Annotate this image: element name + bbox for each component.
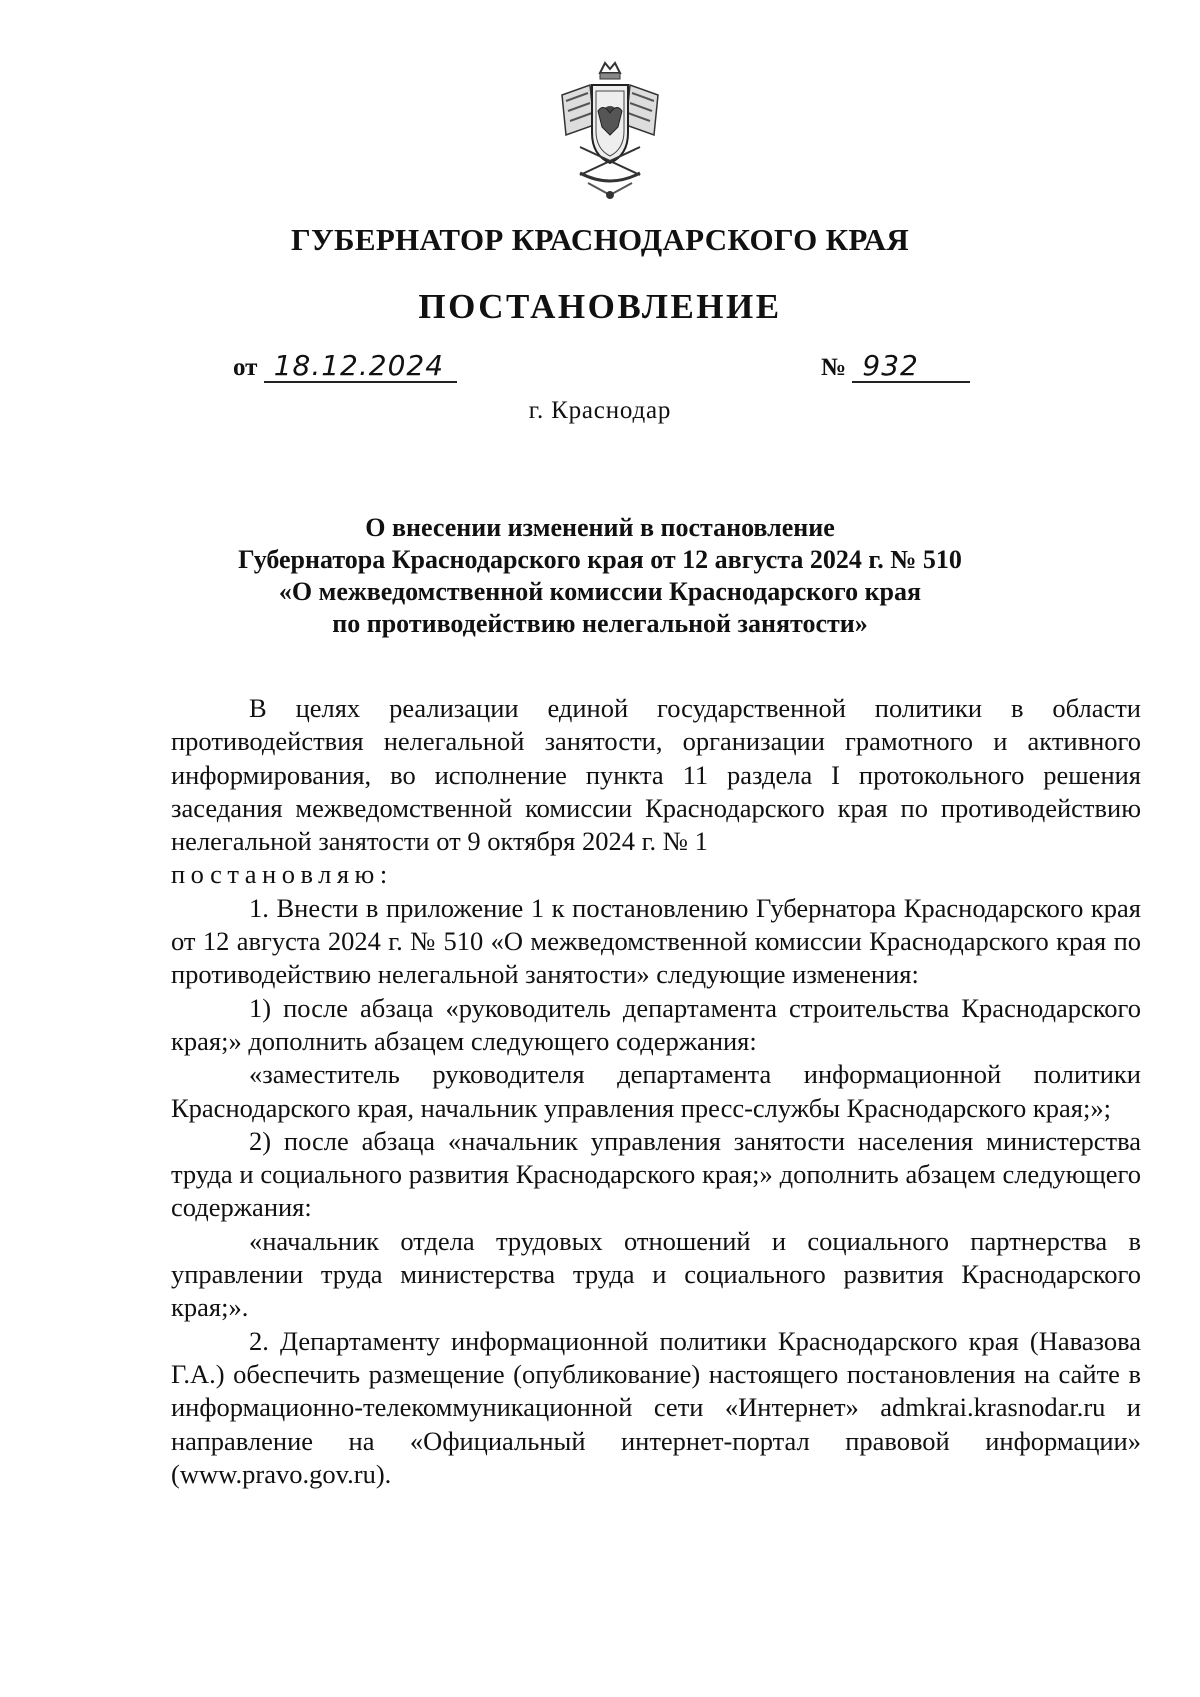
coat-of-arms-emblem bbox=[550, 55, 670, 205]
document-title bbox=[0, 512, 1200, 640]
title-line: Губернатора Краснодарского края от 12 августа 2024 г. № 510 bbox=[238, 545, 962, 574]
document-number bbox=[821, 351, 970, 385]
body-paragraph: 2) после абзаца «начальник управления занятости населения министерства труда и социального развития Краснодарского края;» дополнить абзацем следующего содержания: bbox=[171, 1125, 1141, 1223]
body-paragraph: 1) после абзаца «руководитель департамента строительства Краснодарского края;» дополнить абзацем следующего содержания: bbox=[171, 992, 1141, 1056]
date-prefix: от bbox=[233, 354, 258, 381]
issuing-authority: ГУБЕРНАТОР КРАСНОДАРСКОГО КРАЯ bbox=[290, 222, 910, 257]
title-line: «О межведомственной комиссии Краснодарского края bbox=[278, 577, 922, 606]
decree-word-paragraph bbox=[171, 858, 1141, 891]
handwritten-date: 18.12.2024 bbox=[264, 351, 457, 383]
number-prefix: № bbox=[821, 354, 847, 381]
preamble-paragraph: В целях реализации единой государственной политики в области противодействия нелегальной занятости, организации грамотного и активного информирования, во исполнение пункта 11 раздела I протокольного решения заседания межведомственной комиссии Краснодарского края по противодействию нелегальной занятости от 9 октября 2024 г. № 1 bbox=[171, 693, 1141, 857]
place-of-issue: г. Краснодар bbox=[528, 397, 672, 424]
title-line: О внесении изменений в постановление bbox=[365, 513, 835, 542]
handwritten-number: 932 bbox=[852, 351, 970, 383]
body-paragraph: «начальник отдела трудовых отношений и социального партнерства в управлении труда министерства труда и социального развития Краснодарского края;». bbox=[171, 1225, 1141, 1323]
decree-word: постановляю: bbox=[171, 859, 393, 890]
document-date bbox=[233, 351, 457, 385]
body-paragraph: «заместитель руководителя департамента информационной политики Краснодарского края, начальник управления пресс-службы Краснодарского края;»; bbox=[171, 1059, 1141, 1123]
title-line: по противодействию нелегальной занятости» bbox=[332, 609, 868, 638]
body-paragraph: 1. Внести в приложение 1 к постановлению Губернатора Краснодарского края от 12 августа 2024 г. № 510 «О межведомственной комиссии Краснодарского края по противодействию нелегальной занятости» следующие изменения: bbox=[171, 892, 1141, 990]
body-paragraph: 2. Департаменту информационной политики Краснодарского края (Навазова Г.А.) обеспечить размещение (опубликование) настоящего постановления на сайте в информационно-телекоммуникационной сети «Интернет» admkrai.krasnodar.ru и направление на «Официальный интернет-портал правовой информации» (www.pravo.gov.ru). bbox=[171, 1325, 1141, 1489]
document-type-heading: ПОСТАНОВЛЕНИЕ bbox=[418, 287, 782, 326]
document-body bbox=[171, 692, 1141, 1491]
